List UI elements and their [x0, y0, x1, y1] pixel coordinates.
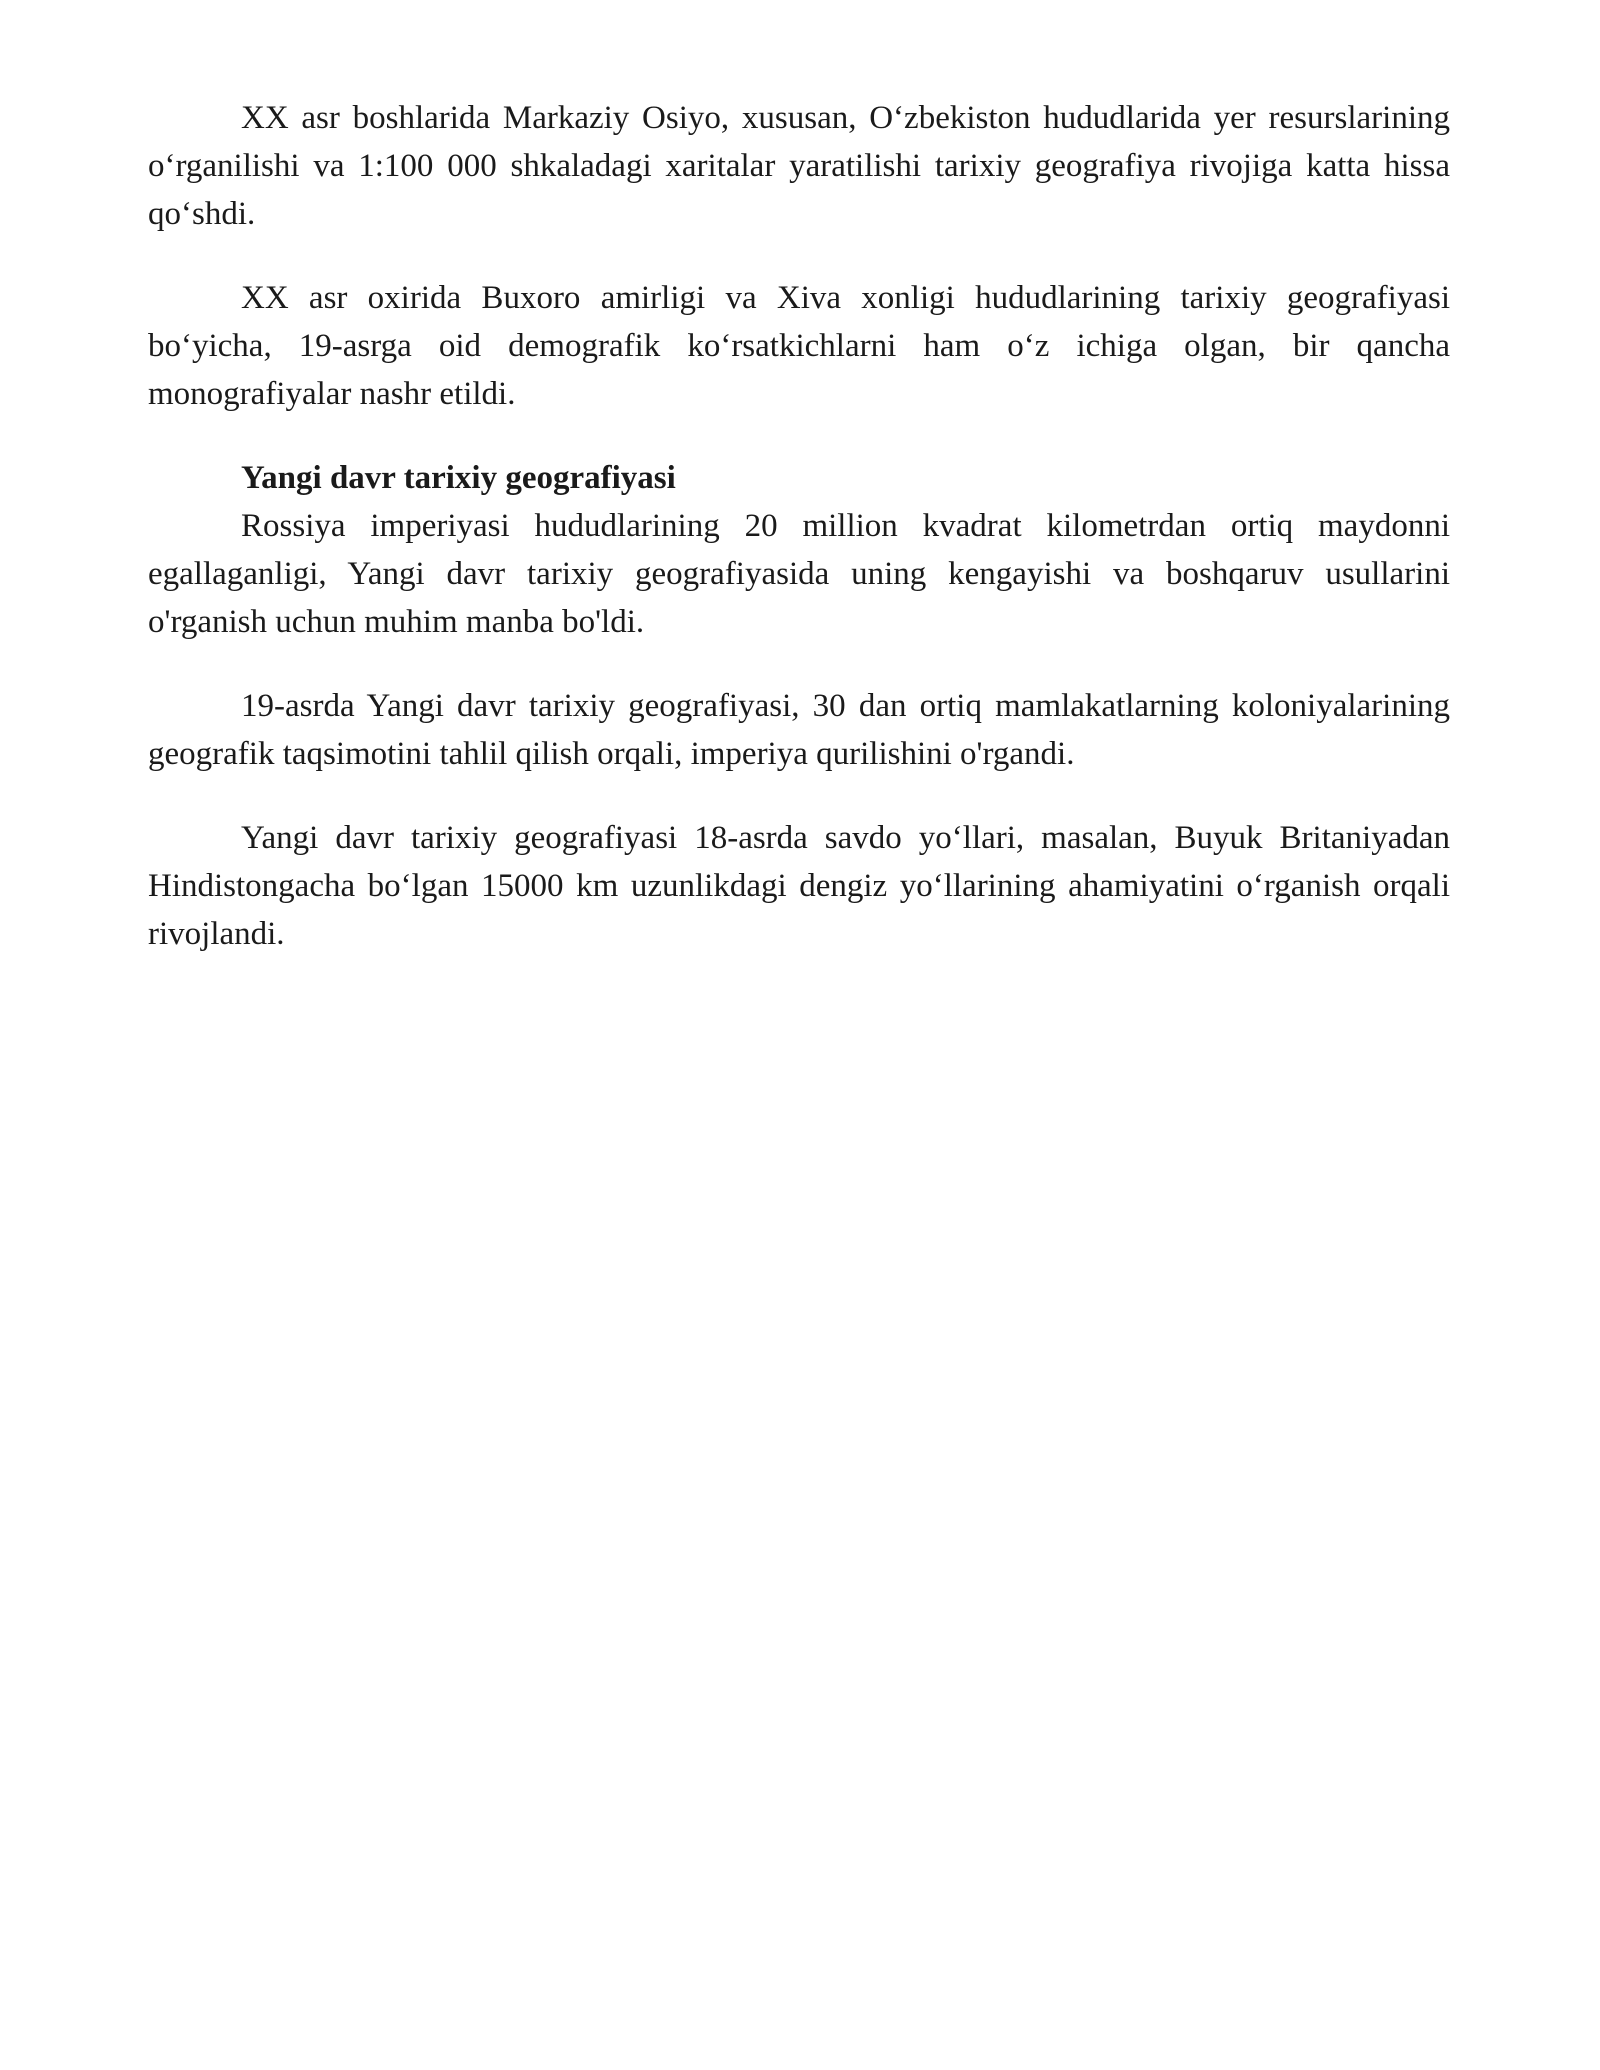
paragraph-land-resources: XX asr boshlarida Markaziy Osiyo, xususan, O‘zbekiston hududlarida yer resurslarining o‘rganilishi va 1:100 000 shkaladagi xaritalar yaratilishi tarixiy geografiya rivojiga katta hissa qo‘shdi.: [148, 100, 1450, 232]
paragraph-trade-routes: Yangi davr tarixiy geografiyasi 18-asrda savdo yo‘llari, masalan, Buyuk Britaniyadan Hindistongacha bo‘lgan 15000 km uzunlikdagi dengiz yo‘llarining ahamiyatini o‘rganish orqali rivojlandi.: [148, 820, 1450, 952]
paragraph-russian-empire: Rossiya imperiyasi hududlarining 20 million kvadrat kilometrdan ortiq maydonni egallaganligi, Yangi davr tarixiy geografiyasida uning kengayishi va boshqaruv usullarini o'rganish uchun muhim manba bo'ldi.: [148, 508, 1450, 640]
paragraph-bukhara-khiva: XX asr oxirida Buxoro amirligi va Xiva xonligi hududlarining tarixiy geografiyasi bo‘yicha, 19-asrga oid demografik ko‘rsatkichlarni ham o‘z ichiga olgan, bir qancha monografiyalar nashr etildi.: [148, 280, 1450, 412]
section-heading: Yangi davr tarixiy geografiyasi: [241, 460, 676, 496]
paragraph-colonies: 19-asrda Yangi davr tarixiy geografiyasi, 30 dan ortiq mamlakatlarning koloniyalarining geografik taqsimotini tahlil qilish orqali, imperiya qurilishini o'rgandi.: [148, 688, 1450, 772]
document-page: [148, 94, 1450, 994]
